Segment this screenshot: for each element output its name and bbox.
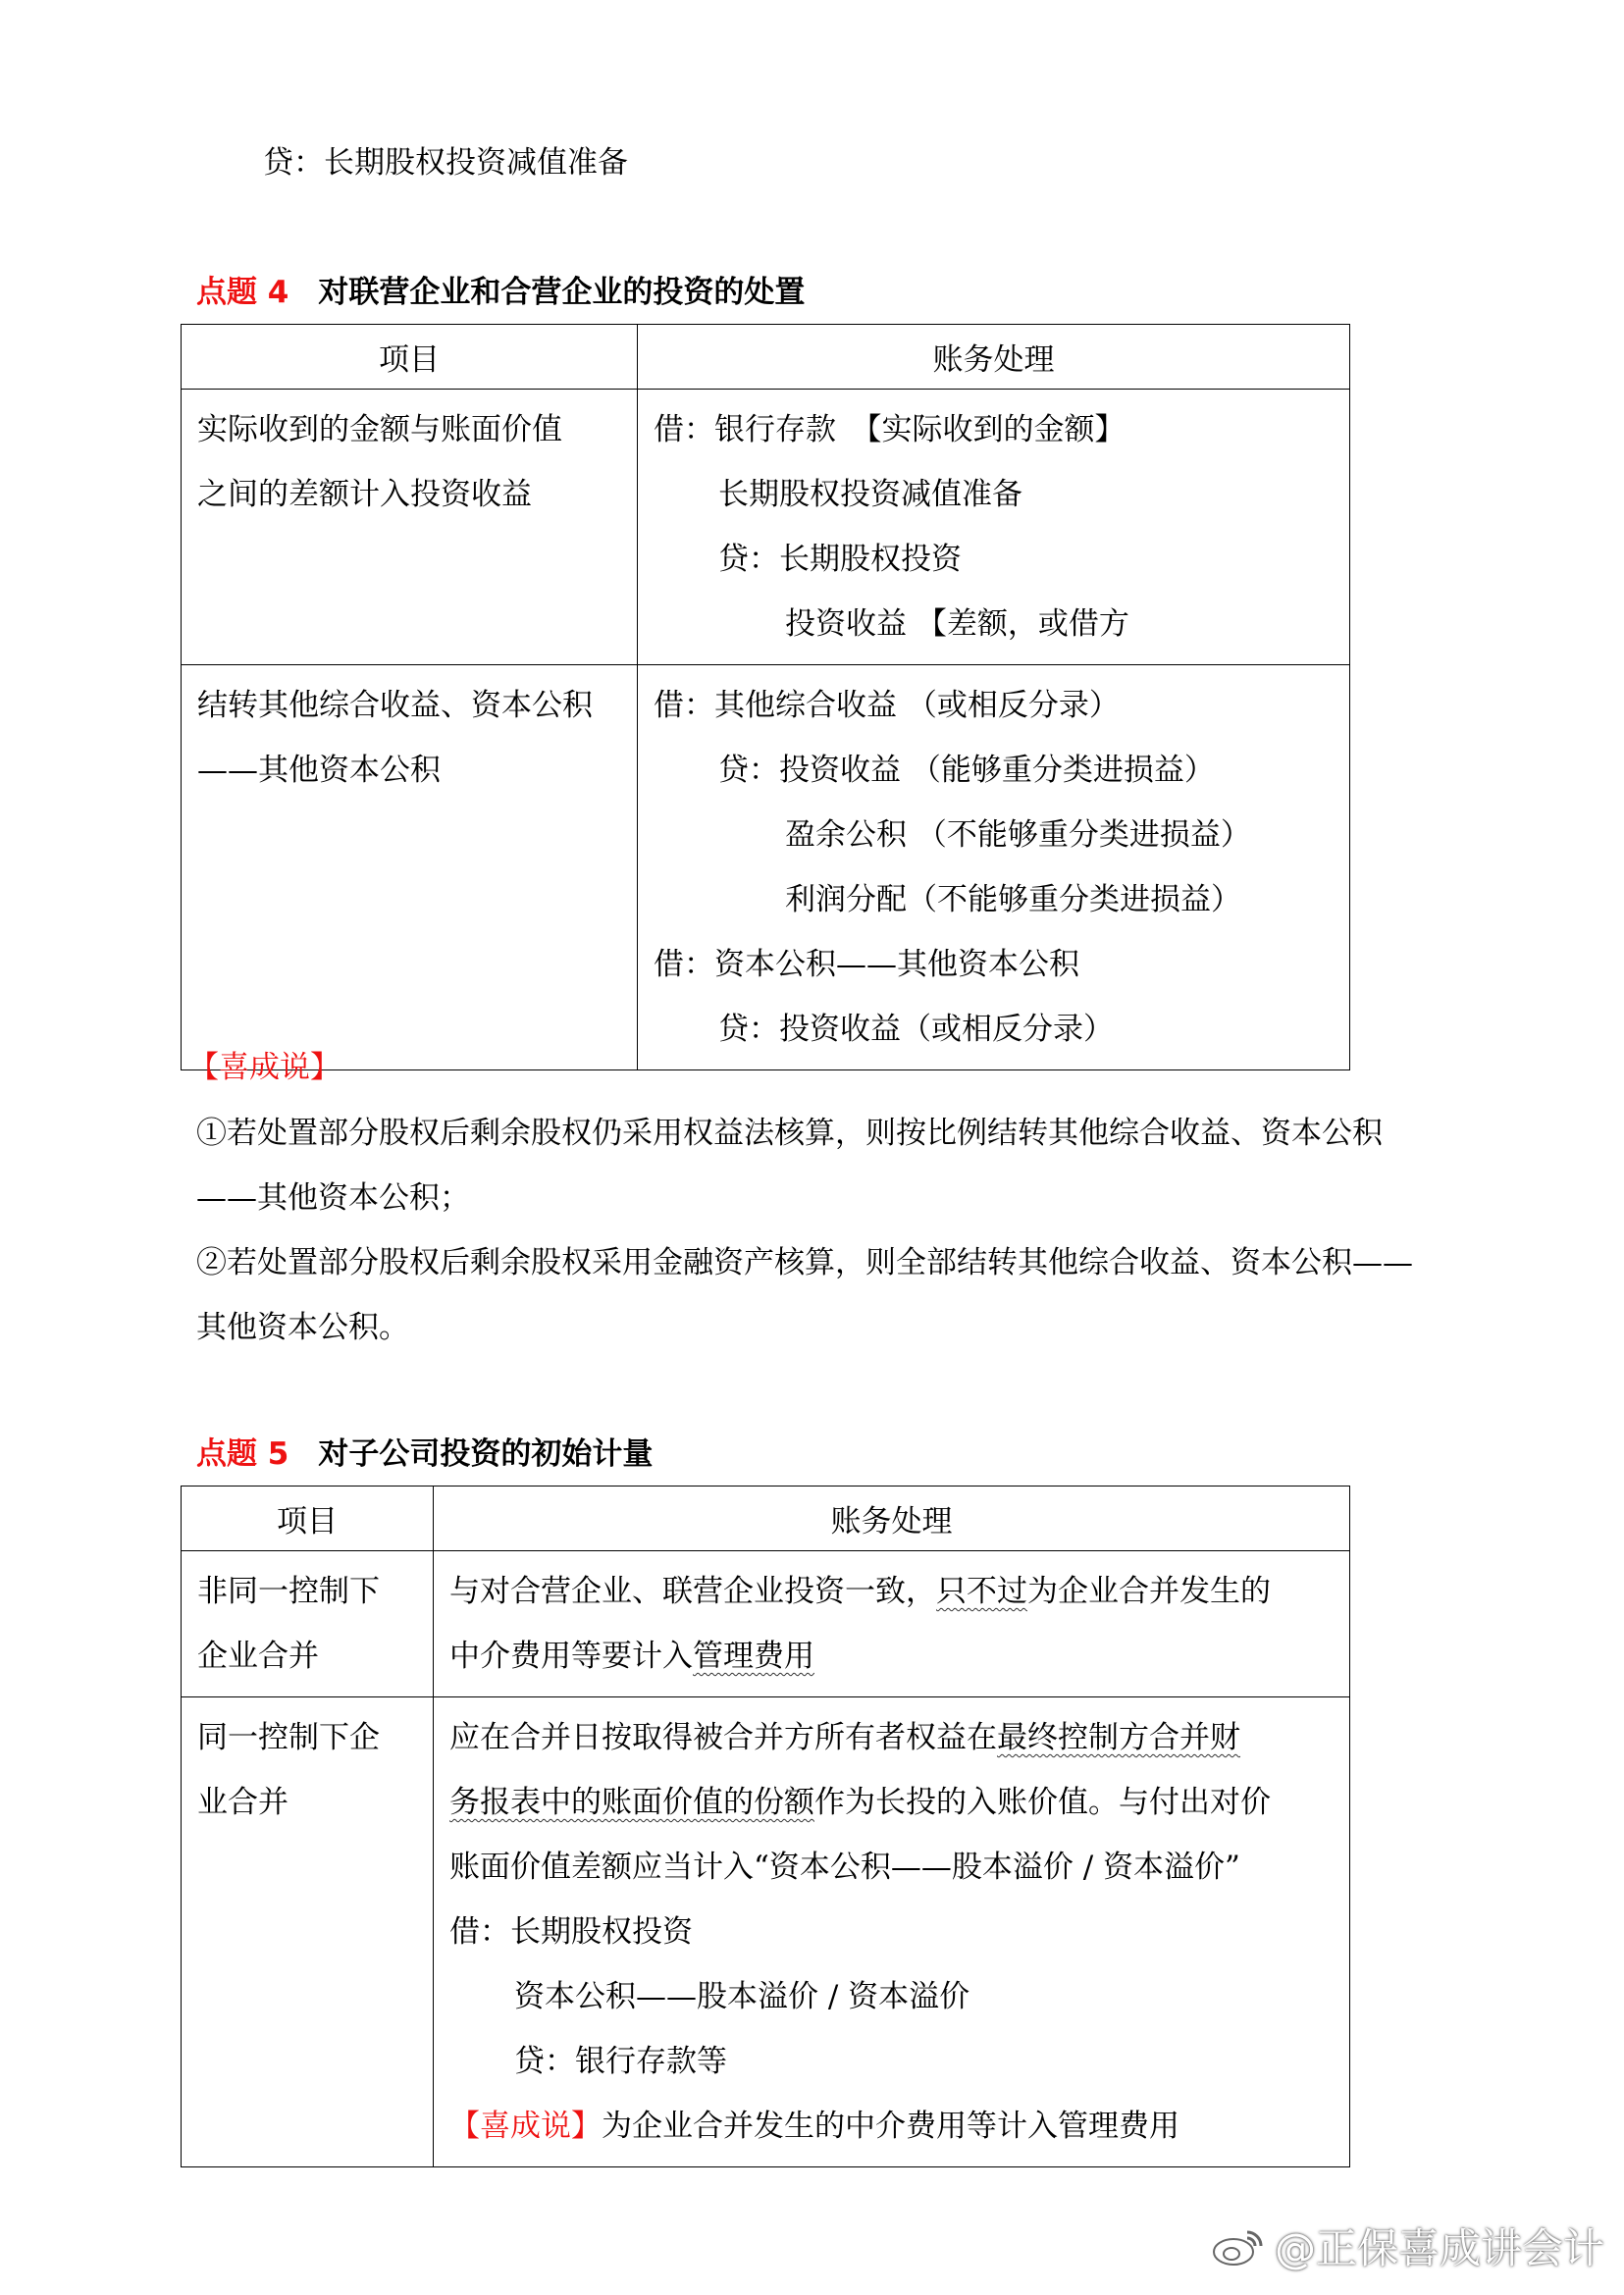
item-line: 企业合并	[197, 1639, 319, 1674]
entry-line: 借：长期股权投资	[449, 1914, 693, 1950]
entry-line: 投资收益 【差额，或借方	[785, 606, 1129, 642]
watermark-text: @正保喜成讲会计	[1274, 2224, 1604, 2272]
table-row	[182, 1551, 1350, 1697]
watermark	[1212, 2217, 1604, 2275]
item-line: 非同一控制下	[197, 1574, 380, 1609]
section5-table	[181, 1486, 1350, 2167]
entry-line: 借：其他综合收益 （或相反分录）	[654, 688, 1120, 723]
section4-note-1: ①若处置部分股权后剩余股权仍采用权益法核算，则按比例结转其他综合收益、资本公积——其他资本公积；	[196, 1116, 1383, 1216]
section4-title: 对联营企业和合营企业的投资的处置	[318, 275, 806, 310]
section5-title: 对子公司投资的初始计量	[318, 1436, 654, 1472]
item-line: 之间的差额计入投资收益	[197, 477, 532, 512]
item-line: 结转其他综合收益、资本公积	[197, 688, 593, 723]
entry-line: 长期股权投资减值准备	[718, 477, 1022, 512]
top-credit-line: 贷：长期股权投资减值准备	[263, 145, 628, 181]
header-accounting: 账务处理	[638, 325, 1350, 390]
header-accounting: 账务处理	[434, 1487, 1350, 1551]
table-row	[182, 665, 1350, 1070]
weibo-icon	[1212, 2224, 1265, 2268]
section4-note-label: 【喜成说】	[188, 1050, 341, 1085]
header-item: 项目	[182, 1487, 434, 1551]
item-line: 实际收到的金额与账面价值	[197, 412, 562, 447]
entry-line: 应在合并日按取得被合并方所有者权益在最终控制方合并财	[449, 1720, 1240, 1755]
item-line: ——其他资本公积	[197, 753, 441, 788]
entry-line: 资本公积——股本溢价 / 资本溢价	[514, 1979, 970, 2014]
table-row	[182, 390, 1350, 665]
entry-line: 借：银行存款 【实际收到的金额】	[654, 412, 1126, 447]
entry-line: 贷：投资收益（或相反分录）	[718, 1012, 1114, 1047]
table-row	[182, 1697, 1350, 2167]
entry-line: 务报表中的账面价值的份额作为长投的入账价值。与付出对价	[449, 1785, 1271, 1820]
note-line: 【喜成说】为企业合并发生的中介费用等计入管理费用	[449, 2109, 1179, 2144]
item-line: 同一控制下企	[197, 1720, 380, 1755]
section4-note-2: ②若处置部分股权后剩余股权采用金融资产核算，则全部结转其他综合收益、资本公积——其他资本公积。	[196, 1245, 1413, 1345]
entry-line: 盈余公积 （不能够重分类进损益）	[785, 817, 1251, 853]
entry-line: 与对合营企业、联营企业投资一致，只不过为企业合并发生的	[449, 1574, 1271, 1609]
entry-line: 利润分配（不能够重分类进损益）	[785, 882, 1241, 917]
section5-heading	[196, 1434, 653, 1474]
entry-line: 账面价值差额应当计入“资本公积——股本溢价 / 资本溢价”	[449, 1850, 1240, 1885]
section4-heading	[196, 273, 805, 312]
entry-line: 中介费用等要计入管理费用	[449, 1639, 814, 1674]
section4-table	[181, 324, 1350, 1070]
header-item: 项目	[182, 325, 638, 390]
item-line: 业合并	[197, 1785, 288, 1820]
entry-line: 借：资本公积——其他资本公积	[654, 947, 1079, 982]
entry-line: 贷：长期股权投资	[718, 542, 962, 577]
section4-tag: 点题 4	[196, 275, 289, 310]
entry-line: 贷：银行存款等	[514, 2044, 727, 2079]
entry-line: 贷：投资收益 （能够重分类进损益）	[718, 753, 1215, 788]
section5-tag: 点题 5	[196, 1436, 289, 1472]
